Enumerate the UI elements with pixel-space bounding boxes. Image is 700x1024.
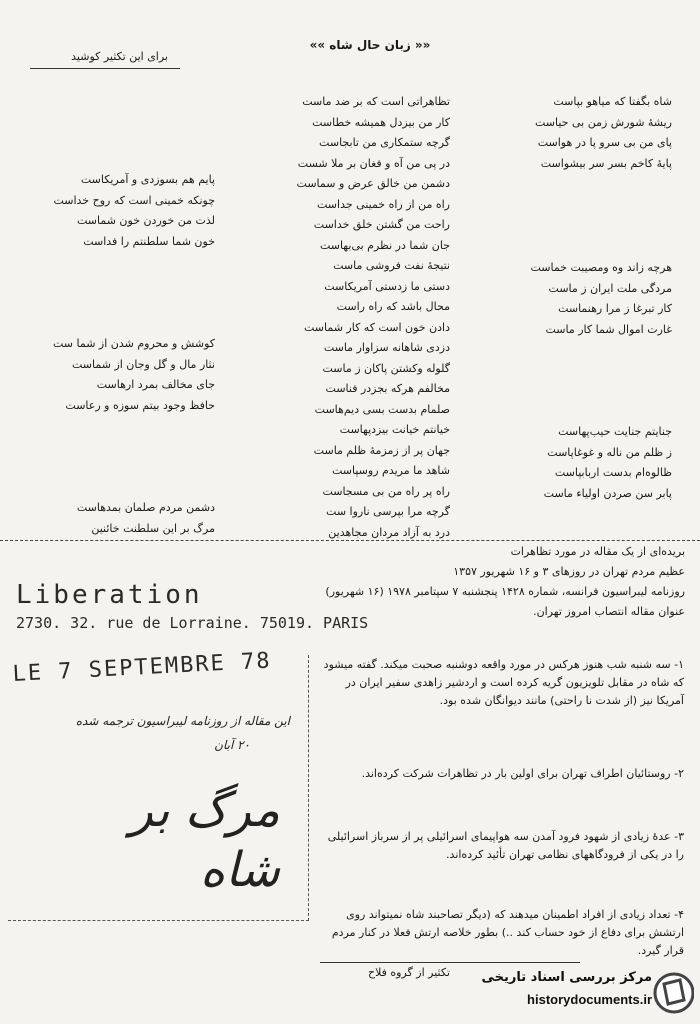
- poem-line: پایهٔ کاخم بسر سر بیشواست: [540, 156, 672, 170]
- poem-right-group-2: [462, 258, 672, 340]
- poem-line: غارت اموال شما کار ماست: [545, 322, 672, 336]
- poem-line: جای مخالف بمرد ارهاست: [96, 378, 215, 391]
- poem-right-group-1: [462, 92, 672, 174]
- top-left-rule: [30, 68, 180, 69]
- liberation-stamp-address: 2730. 32. rue de Lorraine. 75019. PARIS: [16, 614, 369, 632]
- poem-line: حافظ وجود بیتم سوزه و رعاست: [65, 398, 215, 412]
- archive-logo-url: historydocuments.ir: [527, 992, 652, 1007]
- poem-line: تظاهراتی است که بر ضد ماست: [302, 95, 450, 108]
- poem-line: نثار مال و گل وجان از شماست: [72, 357, 215, 371]
- poem-line: جان شما در نظرم بی‌بهاست: [319, 238, 450, 252]
- footer-rule: [320, 962, 580, 963]
- poem-line: مردگی ملت ایران ز ماست: [548, 281, 672, 295]
- article-point-4: ۴- تعداد زیادی از افراد اطمینان میدهند که (دیگر تصاحبند شاه نمیتواند روی ارتشش برای دفاع از خود حساب کند ..) بطور خلاصه ارتش فعلا در کنار مردم قرار گیرد.: [331, 908, 684, 957]
- poem-line: گرچه ستمکاری من تابجاست: [319, 136, 450, 149]
- handwritten-note-2: ۲۰ آبان: [214, 738, 250, 752]
- article-point-3: ۳- عده‌ٔ زیادی از شهود فرود آمدن سه هواپیمای اسرائیلی پر از سرباز اسرائیلی را در یکی از فرودگاههای نظامی تهران تأئید کرده‌اند.: [327, 830, 684, 861]
- poem-line: چونکه خمینی است که روح خداست: [53, 193, 215, 207]
- poem-line: ز ظلم من ناله و غوغاپاست: [547, 445, 672, 459]
- poem-line: دشمن مردم صلمان بمدهاست: [76, 501, 215, 514]
- poem-line: ریشهٔ شورش زمن بی حیاست: [534, 115, 672, 129]
- poem-line: نتیجهٔ نفت فروشی ماست: [333, 259, 450, 272]
- poem-line: دشمن من خالق عرض و سماست: [296, 177, 450, 190]
- poem-line: در پی من آه و فغان بر ملا شست: [297, 156, 450, 170]
- section-separator: [0, 540, 700, 541]
- poem-line: راه پر راه من بی مسجاست: [322, 484, 450, 498]
- poem-line: کار تبرغا ز مرا رهنماست: [558, 302, 672, 315]
- poem-line: پای من بی سرو پا در هواست: [537, 136, 672, 149]
- poem-line: ظالوه‌ام بدست اربابپاست: [554, 466, 672, 479]
- poem-line: دزدی شاهانه سزاوار ماست: [323, 341, 450, 354]
- poem-middle-column: [222, 92, 450, 543]
- article-intro-line: عظیم مردم تهران در روزهای ۳ و ۱۶ شهریور ۱۳۵۷: [453, 565, 685, 578]
- handwritten-signature: مرگ بر شاه: [129, 782, 280, 898]
- poem-line: کوشش و محروم شدن از شما ست: [52, 337, 215, 350]
- poem-left-group-1: [10, 170, 215, 252]
- article-point-2: ۲- روستائیان اطراف تهران برای اولین بار در تظاهرات شرکت کرده‌اند.: [361, 767, 684, 780]
- poem-line: گلوله وکشتن پاکان ز ماست: [322, 361, 450, 375]
- copy-note: تکثیر از گروه فلاح: [367, 966, 450, 979]
- article-intro-line: بریده‌ای از یک مقاله در مورد تظاهرات: [510, 545, 685, 558]
- article-intro: [300, 542, 685, 622]
- poem-line: راحت من گشتن خلق خداست: [313, 218, 450, 231]
- article-source: روزنامه لیبراسیون فرانسه، شماره ۱۴۲۸ پنجشنبه ۷ سپتامبر ۱۹۷۸ (۱۶ شهریور): [325, 585, 685, 598]
- poem-line: خون شما سلطنتم را فداست: [83, 234, 215, 248]
- poem-line: خیانتم خیانت بیزدپهاست: [339, 423, 450, 436]
- poem-line: جهان پر از زمزمهٔ ظلم ماست: [313, 443, 450, 457]
- poem-line: شاهد ما مریدم روسپاست: [331, 464, 450, 477]
- poem-line: پابر سن صردن اولیاء ماست: [543, 486, 672, 500]
- poem-line: هرچه زاند وه ومصیبت خماست: [530, 261, 672, 274]
- poem-line: جنایتم جنایت حیب‌پهاست: [558, 425, 672, 438]
- poem-line: مخالفم هرکه بجزدر فناست: [325, 382, 450, 395]
- poem-line: کار من بیزدل همیشه خطاست: [312, 115, 450, 129]
- poem-line: درد به آزاد مردان مجاهدین: [328, 525, 450, 539]
- top-left-note: برای این تکثیر کوشید: [71, 50, 168, 63]
- poem-line: محال باشد که راه راست: [336, 300, 450, 313]
- handwritten-note-1: این مقاله از روزنامه لیبراسیون ترجمه شده: [75, 714, 290, 728]
- poem-left-group-3: [10, 498, 215, 539]
- poem-line: دستی ما زدستی آمریکاست: [324, 279, 450, 293]
- date-stamp: LE 7 SEPTEMBRE 78: [12, 648, 273, 687]
- archive-logo-text: مرکز بررسی اسناد تاریخی: [481, 970, 652, 985]
- poem-line: شاه بگفتا که میاهو بپاست: [553, 95, 672, 108]
- article-point-1: ۱- سه شنبه شب هنوز هرکس در مورد واقعه دوشنبه صحبت میکند. گفته میشود که شاه در مقابل تلویزیون گریه کرده است و اردشیر زاهدی سفیر ایران در آمریکا نیز (از شدت نا راحتی) مانند دیوانگان شده بود.: [323, 658, 684, 707]
- poem-line: راه من از راه خمینی جداست: [317, 197, 450, 211]
- liberation-stamp-name: Liberation: [16, 580, 203, 610]
- poem-line: دادن خون است که کار شماست: [303, 320, 450, 334]
- poem-line: گرچه مرا بپرسی ناروا ست: [326, 505, 450, 518]
- poem-line: لذت من خوردن خون شماست: [76, 214, 215, 227]
- article-source-title: عنوان مقاله انتصاب امروز تهران.: [533, 605, 685, 618]
- page-title: «« زبان حال شاه »»: [309, 38, 431, 52]
- poem-line: صلمام بدست بسی دیم‌هاست: [314, 402, 450, 416]
- archive-logo: [460, 968, 694, 1018]
- poem-line: پایم هم بسوزدی و آمریکاست: [80, 173, 215, 186]
- poem-right-group-3: [462, 422, 672, 504]
- poem-left-group-2: [10, 334, 215, 416]
- poem-line: مرگ بر این سلطنت خائنین: [91, 521, 215, 535]
